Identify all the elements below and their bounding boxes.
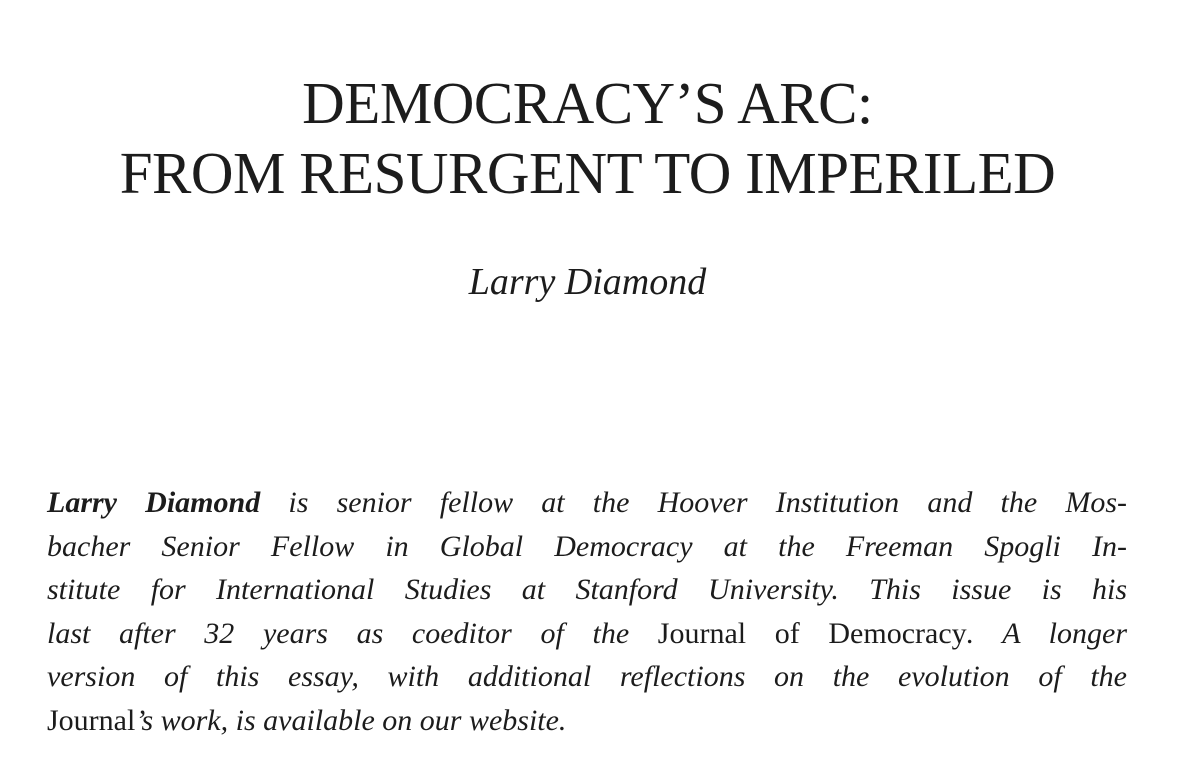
bio-text-1: is senior fellow at the Hoover Institution and the Mos- [260, 486, 1127, 519]
bio-line-2: bacher Senior Fellow in Global Democracy at the Freeman Spogli In- [47, 529, 1127, 563]
bio-text-4b: . A longer [966, 616, 1127, 650]
author-bio [47, 481, 1127, 742]
article-title [0, 68, 1175, 208]
bio-line-4 [47, 612, 1127, 656]
journal-short-title: Journal [47, 703, 136, 737]
bio-text-4a: last after 32 years as coeditor of the [47, 616, 658, 650]
title-line-2: FROM RESURGENT TO IMPERILED [119, 140, 1056, 206]
journal-title: Journal of Democracy [657, 616, 967, 650]
author-byline: Larry Diamond [468, 261, 707, 303]
bio-text-6b: ’s work, is available on our website. [135, 703, 567, 737]
bio-line-6 [47, 699, 1127, 743]
bio-line-3: stitute for International Studies at Stanford University. This issue is his [47, 573, 1127, 606]
bio-author-name: Larry Diamond [47, 486, 261, 519]
title-line-1: DEMOCRACY’S ARC: [302, 70, 873, 136]
bio-line-1 [47, 481, 1127, 525]
bio-line-5: version of this essay, with additional reflections on the evolution of the [47, 660, 1127, 693]
